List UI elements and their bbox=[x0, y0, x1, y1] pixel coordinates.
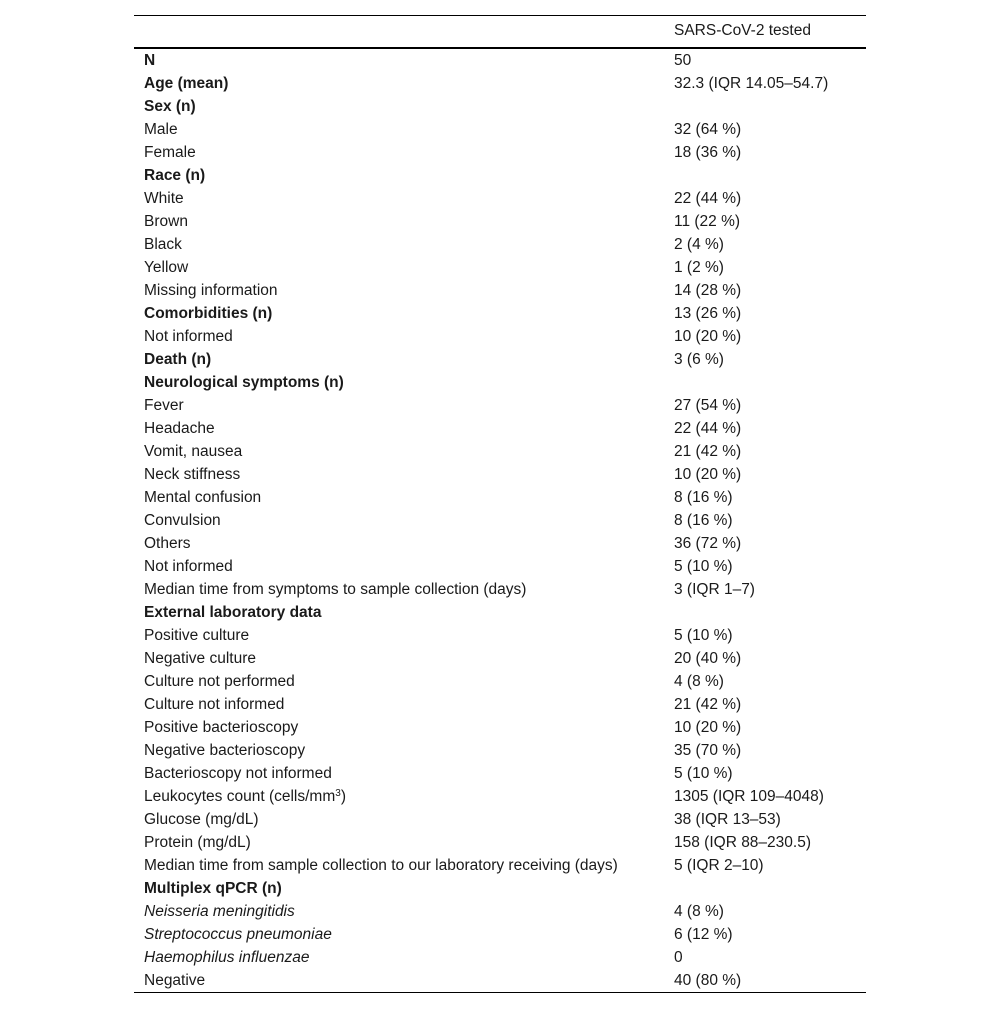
header-label-column bbox=[134, 16, 664, 48]
row-label-text: Headache bbox=[144, 419, 215, 437]
row-value: 5 (10 %) bbox=[674, 764, 733, 782]
row-label-text: Not informed bbox=[144, 327, 233, 345]
table-row bbox=[134, 394, 866, 417]
table-row bbox=[134, 95, 866, 118]
row-value: 18 (36 %) bbox=[674, 143, 742, 161]
row-label-text: Others bbox=[144, 534, 191, 552]
row-label-text: Culture not informed bbox=[144, 695, 285, 713]
row-label bbox=[134, 141, 664, 164]
table-row bbox=[134, 210, 866, 233]
row-label-text: Vomit, nausea bbox=[144, 442, 243, 460]
row-label-superscript: 3 bbox=[335, 787, 341, 799]
row-value: 1 (2 %) bbox=[674, 258, 724, 276]
row-label bbox=[134, 233, 664, 256]
row-label bbox=[134, 210, 664, 233]
table-row bbox=[134, 532, 866, 555]
row-label bbox=[134, 808, 664, 831]
row-label-text: Glucose (mg/dL) bbox=[144, 810, 259, 828]
row-label-text: Comorbidities (n) bbox=[144, 304, 273, 322]
row-label-text: Neurological symptoms (n) bbox=[144, 373, 344, 391]
row-value: 8 (16 %) bbox=[674, 511, 733, 529]
table-row bbox=[134, 509, 866, 532]
row-value: 2 (4 %) bbox=[674, 235, 724, 253]
table-row bbox=[134, 647, 866, 670]
row-label-text: Convulsion bbox=[144, 511, 221, 529]
row-label-text: Female bbox=[144, 143, 196, 161]
row-label bbox=[134, 647, 664, 670]
row-value: 32 (64 %) bbox=[674, 120, 742, 138]
row-label-text: Not informed bbox=[144, 557, 233, 575]
row-value: 5 (10 %) bbox=[674, 626, 733, 644]
table-row bbox=[134, 72, 866, 95]
row-label bbox=[134, 555, 664, 578]
row-label bbox=[134, 164, 664, 187]
table-row bbox=[134, 417, 866, 440]
row-label bbox=[134, 831, 664, 854]
table-row bbox=[134, 831, 866, 854]
row-label bbox=[134, 762, 664, 785]
row-value: 40 (80 %) bbox=[664, 969, 866, 993]
table-container bbox=[134, 15, 866, 993]
table-row bbox=[134, 693, 866, 716]
row-value: 36 (72 %) bbox=[674, 534, 742, 552]
row-label-text: Neisseria meningitidis bbox=[144, 902, 295, 920]
row-label-text: Multiplex qPCR (n) bbox=[144, 879, 282, 897]
table-row bbox=[134, 785, 866, 808]
row-label-text: Brown bbox=[144, 212, 188, 230]
table-row bbox=[134, 624, 866, 647]
row-value: 8 (16 %) bbox=[674, 488, 733, 506]
row-value: 3 (IQR 1–7) bbox=[674, 580, 755, 598]
row-value bbox=[664, 95, 866, 118]
row-label bbox=[134, 302, 664, 325]
table-header-row bbox=[134, 16, 866, 48]
row-label bbox=[134, 877, 664, 900]
row-value bbox=[664, 371, 866, 394]
table-row bbox=[134, 164, 866, 187]
row-label-text: Black bbox=[144, 235, 182, 253]
characteristics-table bbox=[134, 15, 866, 993]
row-value: 11 (22 %) bbox=[674, 212, 741, 230]
row-value: 35 (70 %) bbox=[674, 741, 742, 759]
row-label bbox=[134, 463, 664, 486]
row-value: 5 (IQR 2–10) bbox=[674, 856, 764, 874]
row-label-text: Negative bbox=[144, 971, 206, 989]
row-label-text: Bacterioscopy not informed bbox=[144, 764, 332, 782]
row-value: 158 (IQR 88–230.5) bbox=[674, 833, 812, 851]
row-value: 0 bbox=[674, 948, 683, 966]
row-label bbox=[134, 923, 664, 946]
row-label-text: Age (mean) bbox=[144, 74, 229, 92]
row-value: 10 (20 %) bbox=[674, 465, 742, 483]
table-row bbox=[134, 601, 866, 624]
row-value: 38 (IQR 13–53) bbox=[674, 810, 781, 828]
table-row bbox=[134, 348, 866, 371]
row-label bbox=[134, 670, 664, 693]
row-label bbox=[134, 601, 664, 624]
table-row bbox=[134, 233, 866, 256]
row-label bbox=[134, 371, 664, 394]
table-row bbox=[134, 302, 866, 325]
row-value: 1305 (IQR 109–4048) bbox=[674, 787, 824, 805]
table-body bbox=[134, 48, 866, 993]
row-value: 5 (10 %) bbox=[674, 557, 733, 575]
table-row bbox=[134, 486, 866, 509]
row-value: 6 (12 %) bbox=[674, 925, 733, 943]
table-row bbox=[134, 463, 866, 486]
table-row bbox=[134, 808, 866, 831]
row-value: 32.3 (IQR 14.05–54.7) bbox=[674, 74, 829, 92]
row-label bbox=[134, 946, 664, 969]
table-row bbox=[134, 325, 866, 348]
table-row bbox=[134, 187, 866, 210]
row-label bbox=[134, 394, 664, 417]
row-label bbox=[134, 48, 664, 72]
table-row bbox=[134, 440, 866, 463]
row-value bbox=[664, 601, 866, 624]
table-row bbox=[134, 670, 866, 693]
table-row bbox=[134, 279, 866, 302]
row-label bbox=[134, 578, 664, 601]
row-label-text: External laboratory data bbox=[144, 603, 322, 621]
row-label-text: Negative culture bbox=[144, 649, 257, 667]
row-label-text: Median time from symptoms to sample collection (days) bbox=[144, 580, 527, 598]
header-sars-cov-2-tested: SARS-CoV-2 tested bbox=[664, 16, 866, 48]
table-row bbox=[134, 877, 866, 900]
row-value: 4 (8 %) bbox=[674, 902, 724, 920]
row-label bbox=[134, 440, 664, 463]
row-label-text: Fever bbox=[144, 396, 184, 414]
table-row bbox=[134, 923, 866, 946]
table-row bbox=[134, 48, 866, 72]
row-label-text: Neck stiffness bbox=[144, 465, 241, 483]
row-value: 27 (54 %) bbox=[674, 396, 742, 414]
row-value: 21 (42 %) bbox=[674, 442, 742, 460]
row-label bbox=[134, 417, 664, 440]
row-label-text: N bbox=[144, 51, 156, 69]
table-row bbox=[134, 555, 866, 578]
row-label bbox=[134, 187, 664, 210]
row-label bbox=[134, 969, 664, 993]
table-row bbox=[134, 716, 866, 739]
table-row bbox=[134, 371, 866, 394]
row-label bbox=[134, 739, 664, 762]
row-label bbox=[134, 624, 664, 647]
row-label-text: Negative bacterioscopy bbox=[144, 741, 306, 759]
row-label bbox=[134, 279, 664, 302]
row-label-text: Death (n) bbox=[144, 350, 212, 368]
row-label bbox=[134, 509, 664, 532]
row-value: 50 bbox=[674, 51, 692, 69]
row-label-text: Missing information bbox=[144, 281, 278, 299]
row-label bbox=[134, 348, 664, 371]
table-row bbox=[134, 854, 866, 877]
row-value bbox=[664, 164, 866, 187]
table-row bbox=[134, 762, 866, 785]
row-label-text: Median time from sample collection to our laboratory receiving (days) bbox=[144, 856, 618, 874]
row-label-text: Positive bacterioscopy bbox=[144, 718, 299, 736]
row-value: 10 (20 %) bbox=[674, 327, 742, 345]
row-value: 14 (28 %) bbox=[674, 281, 742, 299]
row-label bbox=[134, 325, 664, 348]
row-value bbox=[664, 877, 866, 900]
row-label bbox=[134, 854, 664, 877]
row-value: 20 (40 %) bbox=[674, 649, 742, 667]
row-label bbox=[134, 532, 664, 555]
row-value: 4 (8 %) bbox=[674, 672, 724, 690]
row-label bbox=[134, 785, 664, 808]
row-label-text: Mental confusion bbox=[144, 488, 262, 506]
row-label bbox=[134, 716, 664, 739]
row-label-text: Male bbox=[144, 120, 178, 138]
table-row bbox=[134, 969, 866, 993]
table-row bbox=[134, 141, 866, 164]
row-label-text: Sex (n) bbox=[144, 97, 196, 115]
row-label bbox=[134, 118, 664, 141]
row-value: 22 (44 %) bbox=[674, 189, 742, 207]
row-label-text: Haemophilus influenzae bbox=[144, 948, 310, 966]
row-value: 22 (44 %) bbox=[674, 419, 742, 437]
table-row bbox=[134, 900, 866, 923]
table-row bbox=[134, 578, 866, 601]
table-row bbox=[134, 739, 866, 762]
row-label bbox=[134, 95, 664, 118]
table-row bbox=[134, 256, 866, 279]
row-value: 21 (42 %) bbox=[674, 695, 742, 713]
table-row bbox=[134, 118, 866, 141]
row-label-text: Positive culture bbox=[144, 626, 250, 644]
row-label-suffix: ) bbox=[340, 787, 346, 805]
row-label-text: Race (n) bbox=[144, 166, 206, 184]
row-label-text: Leukocytes count (cells/mm bbox=[144, 787, 336, 805]
row-label-text: White bbox=[144, 189, 184, 207]
row-label bbox=[134, 693, 664, 716]
row-label-text: Protein (mg/dL) bbox=[144, 833, 251, 851]
row-label-text: Yellow bbox=[144, 258, 189, 276]
row-label-text: Culture not performed bbox=[144, 672, 295, 690]
table-row bbox=[134, 946, 866, 969]
row-value: 13 (26 %) bbox=[674, 304, 742, 322]
row-label bbox=[134, 486, 664, 509]
row-value: 10 (20 %) bbox=[674, 718, 742, 736]
row-label bbox=[134, 900, 664, 923]
row-label bbox=[134, 256, 664, 279]
row-label bbox=[134, 72, 664, 95]
row-label-text: Streptococcus pneumoniae bbox=[144, 925, 332, 943]
row-value: 3 (6 %) bbox=[674, 350, 724, 368]
